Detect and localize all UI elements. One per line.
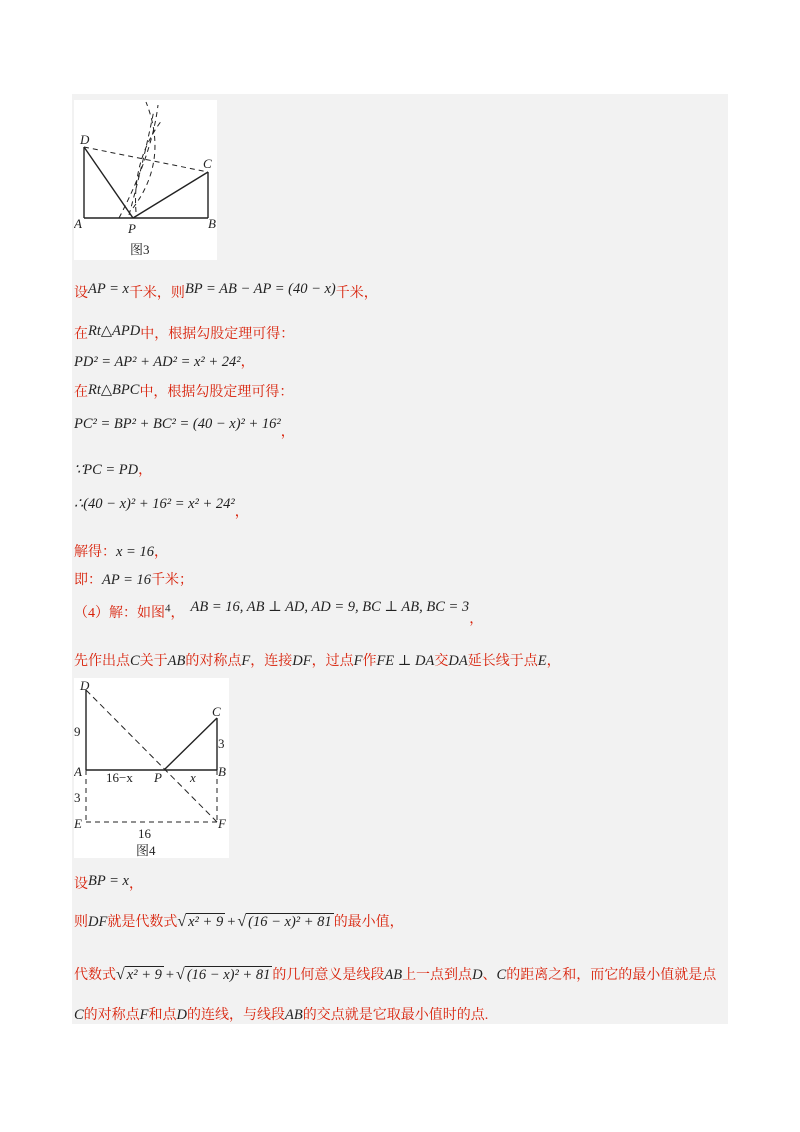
math: DF <box>88 914 108 930</box>
math: x² + 9 <box>188 914 224 930</box>
figure-4 <box>74 678 229 858</box>
figure-3 <box>74 100 217 260</box>
fig4-num-bc: 3 <box>218 736 225 751</box>
text: ， <box>170 606 185 621</box>
text: 延长线于点 <box>467 654 538 669</box>
math: + <box>165 967 175 983</box>
fig4-num-ef: 16 <box>138 826 151 841</box>
fig4-label-c: C <box>212 704 221 719</box>
math: F <box>353 653 363 669</box>
math: ∵PC = PD <box>74 462 139 478</box>
line-13 <box>74 911 404 931</box>
math: ∴(40 − x)² + 16² = x² + 24² <box>74 496 235 512</box>
line-5 <box>74 413 295 440</box>
math: Rt△APD <box>88 323 141 339</box>
fig4-label-p: P <box>154 770 162 785</box>
fig4-label-b: B <box>218 764 226 779</box>
line-1 <box>74 282 378 302</box>
text: 即： <box>74 573 102 588</box>
math: x² + 9 <box>126 967 162 983</box>
math: AB <box>285 1007 303 1023</box>
line-10 <box>74 599 484 627</box>
fig4-num-ad: 9 <box>74 724 81 739</box>
text: 在 <box>74 327 88 342</box>
line-9 <box>74 569 193 589</box>
math: FE ⊥ DA <box>376 653 435 669</box>
math: AB <box>167 653 186 669</box>
text: 代数式 <box>74 968 116 983</box>
math: C <box>496 967 507 983</box>
text: ， <box>240 355 255 370</box>
fig4-num-ap: 16−x <box>106 770 133 785</box>
text: （4）解：如图 <box>74 606 165 621</box>
math: DA <box>448 653 468 669</box>
fig4-label-d: D <box>80 678 90 693</box>
line-7 <box>74 493 249 520</box>
math: F <box>241 653 251 669</box>
fig3-caption: 图3 <box>130 242 150 257</box>
text: 的对称点 <box>185 654 242 669</box>
figure-number: 4 <box>165 602 171 615</box>
math: PC² = BP² + BC² = (40 − x)² + 16² <box>74 416 281 432</box>
fig4-caption: 图4 <box>136 843 156 858</box>
math: E <box>537 653 547 669</box>
text: ，过点 <box>311 654 354 669</box>
line-12 <box>74 873 143 893</box>
math: x = 16 <box>116 544 154 560</box>
figure-4-diagram <box>74 678 229 858</box>
math: AB <box>384 967 403 983</box>
line-8 <box>74 541 168 561</box>
fig3-label-a: A <box>74 216 82 231</box>
math: F <box>139 1007 149 1023</box>
text: ， <box>280 425 295 440</box>
math: AP = 16 <box>102 572 151 588</box>
sqrt-expression: √ x² + 9 + √ (16 − x)² + 81 <box>116 966 271 983</box>
line-15 <box>74 1004 488 1024</box>
text: 中，根据勾股定理可得： <box>140 327 295 342</box>
line-2 <box>74 323 294 343</box>
text: 千米，则 <box>128 286 185 301</box>
fig3-label-b: B <box>208 216 216 231</box>
text: ， <box>128 877 143 892</box>
fig4-label-e: E <box>74 816 82 831</box>
text: 的最小值， <box>333 915 404 930</box>
text: 设 <box>74 286 88 301</box>
text: 关于 <box>139 654 168 669</box>
text: 交 <box>434 654 449 669</box>
text: 中，根据勾股定理可得： <box>139 385 294 400</box>
math: (16 − x)² + 81 <box>186 967 271 983</box>
line-11 <box>74 650 561 670</box>
text: ， <box>469 612 484 627</box>
text: 的几何意义是线段 <box>272 968 385 983</box>
fig4-num-ae: 3 <box>74 790 81 805</box>
text: 的对称点 <box>83 1008 140 1023</box>
line-14 <box>74 964 716 984</box>
line-4 <box>74 381 293 401</box>
text: 解得： <box>74 545 116 560</box>
text: 则 <box>74 915 88 930</box>
text: 上一点到点 <box>402 968 473 983</box>
line-3 <box>74 351 255 371</box>
math: DF <box>292 653 312 669</box>
math: AB = 16, AB ⊥ AD, AD = 9, BC ⊥ AB, BC = 3 <box>190 599 470 615</box>
text: ， <box>153 545 168 560</box>
text: 千米， <box>335 286 378 301</box>
math: AP = x <box>88 281 129 297</box>
fig4-label-a: A <box>74 764 82 779</box>
math: (16 − x)² + 81 <box>248 914 332 930</box>
fig4-num-pb: x <box>190 770 196 785</box>
text: 设 <box>74 877 88 892</box>
text: 的距离之和，而它的最小值就是点 <box>506 968 717 983</box>
math: BP = AB − AP = (40 − x) <box>184 281 336 297</box>
sqrt-expression: √ x² + 9 + √ (16 − x)² + 81 <box>177 913 332 930</box>
text: ， <box>234 505 249 520</box>
text: 先作出点 <box>74 654 130 669</box>
math: C <box>74 1007 84 1023</box>
math: + <box>227 914 236 930</box>
text: ，连接 <box>250 654 293 669</box>
fig4-label-f: F <box>218 816 226 831</box>
text: 在 <box>74 385 88 400</box>
text: 的连线，与线段 <box>187 1008 286 1023</box>
math: D <box>176 1007 188 1023</box>
fig3-label-d: D <box>80 132 90 147</box>
math: BP = x <box>88 873 129 889</box>
math: C <box>130 653 140 669</box>
fig3-label-p: P <box>128 221 136 236</box>
text: 就是代数式 <box>107 915 178 930</box>
fig3-label-c: C <box>203 156 212 171</box>
figure-3-diagram <box>74 100 217 260</box>
text: 、 <box>482 968 497 983</box>
line-6 <box>74 459 152 479</box>
text: 作 <box>362 654 377 669</box>
text: 千米； <box>151 573 193 588</box>
text: ， <box>138 463 153 478</box>
text: ， <box>546 654 561 669</box>
text: 和点 <box>148 1008 177 1023</box>
math: PD² = AP² + AD² = x² + 24² <box>74 354 241 370</box>
math: Rt△BPC <box>88 382 140 398</box>
math: D <box>472 967 483 983</box>
text: 的交点就是它取最小值时的点. <box>302 1008 489 1023</box>
